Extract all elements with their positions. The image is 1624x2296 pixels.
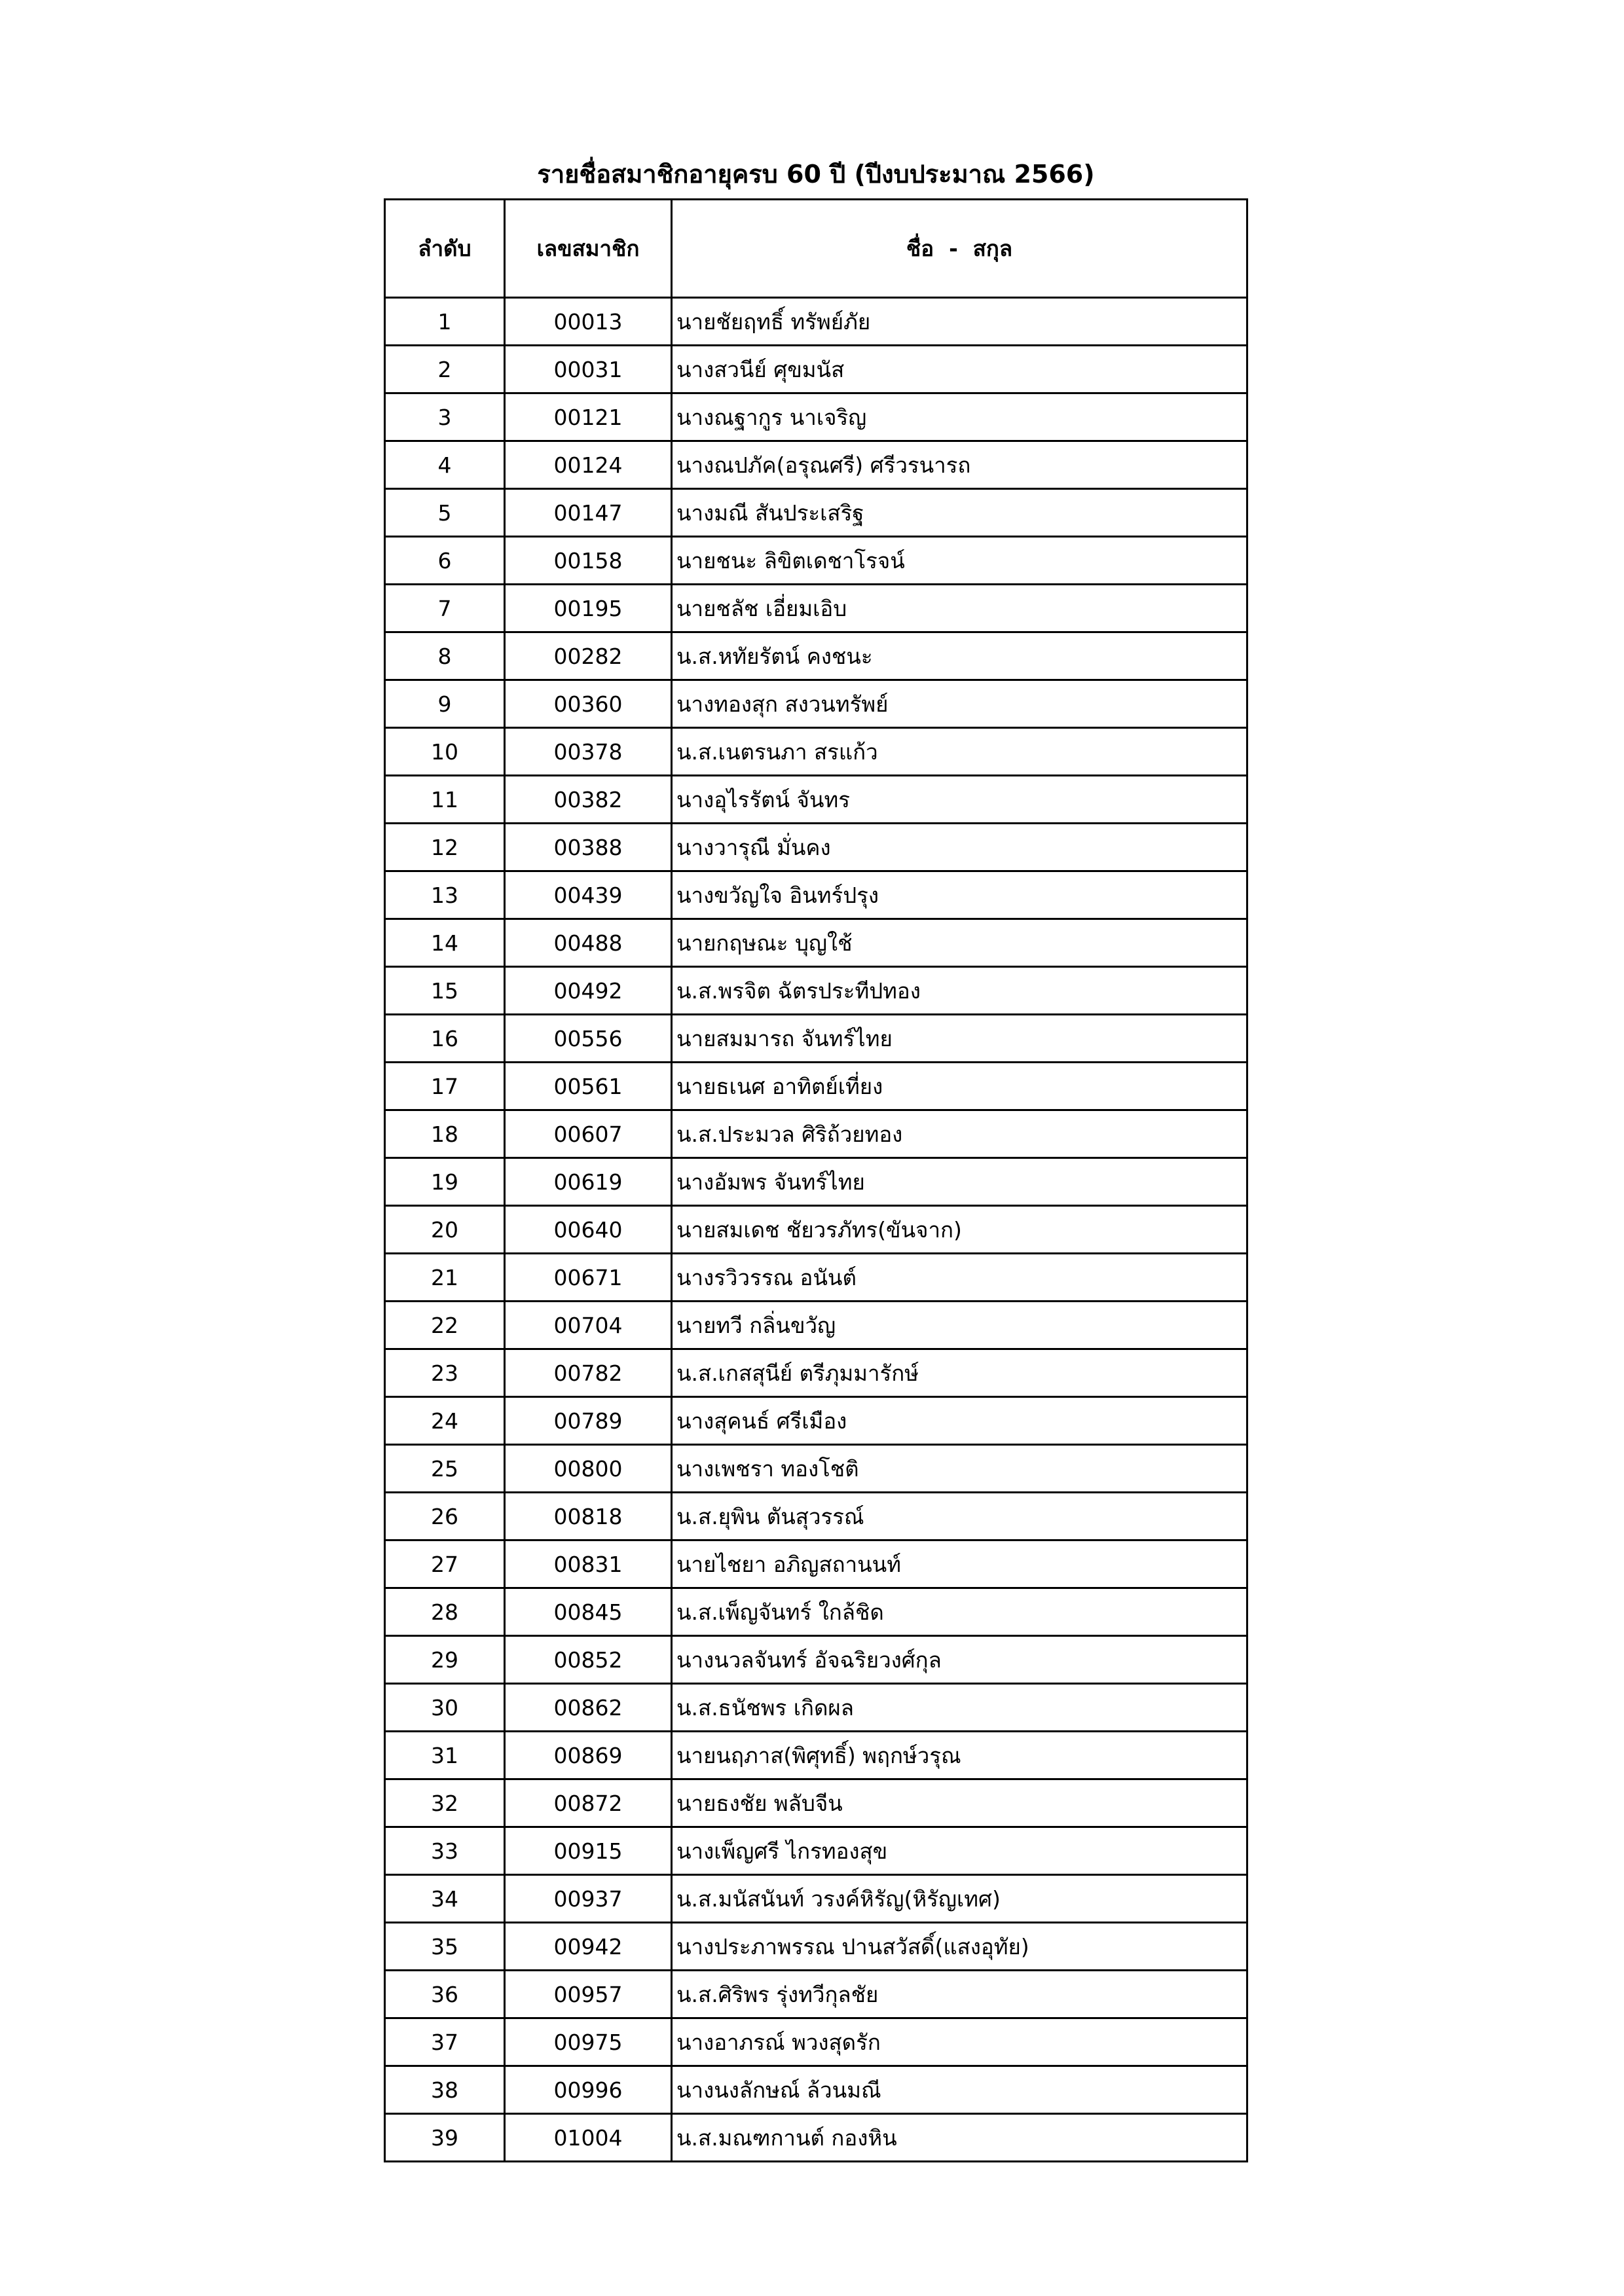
row-order-cell: 35 <box>385 1923 505 1971</box>
members-table <box>384 198 1248 2162</box>
row-member-number-cell: 01004 <box>505 2114 672 2162</box>
row-full-name-cell: นางนวลจันทร์ อัจฉริยวงศ์กุล <box>672 1636 1247 1684</box>
row-full-name-cell: นายชัยฤทธิ์ ทรัพย์ภัย <box>672 298 1247 346</box>
row-order-cell: 39 <box>385 2114 505 2162</box>
row-member-number-cell: 00789 <box>505 1397 672 1445</box>
row-order-cell: 22 <box>385 1302 505 1349</box>
row-order-cell: 12 <box>385 824 505 871</box>
header-full-name: ชื่อ - สกุล <box>672 200 1247 298</box>
row-member-number-cell: 00124 <box>505 441 672 489</box>
table-row <box>385 632 1247 680</box>
header-member-number: เลขสมาชิก <box>505 200 672 298</box>
table-row <box>385 1158 1247 1206</box>
row-full-name-cell: น.ส.พรจิต ฉัตรประทีปทอง <box>672 967 1247 1015</box>
row-order-cell: 1 <box>385 298 505 346</box>
row-member-number-cell: 00388 <box>505 824 672 871</box>
table-row <box>385 1110 1247 1158</box>
row-order-cell: 26 <box>385 1493 505 1540</box>
table-row <box>385 2066 1247 2114</box>
table-row <box>385 1397 1247 1445</box>
row-full-name-cell: นางวารุณี มั่นคง <box>672 824 1247 871</box>
table-row <box>385 298 1247 346</box>
table-row <box>385 1206 1247 1254</box>
row-full-name-cell: นางอัมพร จันทร์ไทย <box>672 1158 1247 1206</box>
row-full-name-cell: น.ส.เกสสุนีย์ ตรีภุมมารักษ์ <box>672 1349 1247 1397</box>
table-row <box>385 1540 1247 1588</box>
row-full-name-cell: นายชลัช เอี่ยมเอิบ <box>672 585 1247 632</box>
row-member-number-cell: 00282 <box>505 632 672 680</box>
row-full-name-cell: นางอุไรรัตน์ จันทร <box>672 776 1247 824</box>
row-full-name-cell: นายธเนศ อาทิตย์เที่ยง <box>672 1063 1247 1110</box>
row-order-cell: 16 <box>385 1015 505 1063</box>
row-full-name-cell: นายชนะ ลิขิตเดชาโรจน์ <box>672 537 1247 585</box>
row-member-number-cell: 00439 <box>505 871 672 919</box>
row-full-name-cell: น.ส.ยุพิน ตันสุวรรณ์ <box>672 1493 1247 1540</box>
row-full-name-cell: นางณฐากูร นาเจริญ <box>672 393 1247 441</box>
row-member-number-cell: 00031 <box>505 346 672 393</box>
row-full-name-cell: น.ส.มณฑกานต์ กองหิน <box>672 2114 1247 2162</box>
row-order-cell: 23 <box>385 1349 505 1397</box>
row-full-name-cell: นางเพ็ญศรี ไกรทองสุข <box>672 1827 1247 1875</box>
row-order-cell: 15 <box>385 967 505 1015</box>
row-full-name-cell: นางนงลักษณ์ ล้วนมณี <box>672 2066 1247 2114</box>
row-member-number-cell: 00013 <box>505 298 672 346</box>
table-row <box>385 1732 1247 1779</box>
table-row <box>385 1923 1247 1971</box>
table-row <box>385 1015 1247 1063</box>
table-row <box>385 585 1247 632</box>
table-row <box>385 824 1247 871</box>
row-order-cell: 25 <box>385 1445 505 1493</box>
row-order-cell: 13 <box>385 871 505 919</box>
row-order-cell: 5 <box>385 489 505 537</box>
row-order-cell: 31 <box>385 1732 505 1779</box>
row-full-name-cell: นายนฤภาส(พิศุทธิ์) พฤกษ์วรุณ <box>672 1732 1247 1779</box>
table-row <box>385 680 1247 728</box>
row-full-name-cell: นางรวิวรรณ อนันต์ <box>672 1254 1247 1302</box>
row-full-name-cell: น.ส.หทัยรัตน์ คงชนะ <box>672 632 1247 680</box>
table-row <box>385 1636 1247 1684</box>
row-order-cell: 6 <box>385 537 505 585</box>
row-order-cell: 27 <box>385 1540 505 1588</box>
row-full-name-cell: นายธงชัย พลับจีน <box>672 1779 1247 1827</box>
row-order-cell: 24 <box>385 1397 505 1445</box>
row-full-name-cell: นางมณี สันประเสริฐ <box>672 489 1247 537</box>
row-member-number-cell: 00852 <box>505 1636 672 1684</box>
row-member-number-cell: 00561 <box>505 1063 672 1110</box>
row-order-cell: 38 <box>385 2066 505 2114</box>
row-order-cell: 19 <box>385 1158 505 1206</box>
row-order-cell: 7 <box>385 585 505 632</box>
row-order-cell: 10 <box>385 728 505 776</box>
row-member-number-cell: 00831 <box>505 1540 672 1588</box>
row-member-number-cell: 00607 <box>505 1110 672 1158</box>
row-full-name-cell: นางประภาพรรณ ปานสวัสดิ์(แสงอุทัย) <box>672 1923 1247 1971</box>
row-order-cell: 20 <box>385 1206 505 1254</box>
row-order-cell: 34 <box>385 1875 505 1923</box>
table-row <box>385 489 1247 537</box>
row-member-number-cell: 00360 <box>505 680 672 728</box>
table-row <box>385 1493 1247 1540</box>
row-order-cell: 29 <box>385 1636 505 1684</box>
row-full-name-cell: นายสมมารถ จันทร์ไทย <box>672 1015 1247 1063</box>
row-member-number-cell: 00818 <box>505 1493 672 1540</box>
row-member-number-cell: 00862 <box>505 1684 672 1732</box>
row-member-number-cell: 00704 <box>505 1302 672 1349</box>
table-row <box>385 1827 1247 1875</box>
table-body <box>385 298 1247 2162</box>
row-member-number-cell: 00378 <box>505 728 672 776</box>
row-order-cell: 33 <box>385 1827 505 1875</box>
row-order-cell: 11 <box>385 776 505 824</box>
row-full-name-cell: นายไชยา อภิญสถานนท์ <box>672 1540 1247 1588</box>
table-row <box>385 1684 1247 1732</box>
row-order-cell: 21 <box>385 1254 505 1302</box>
row-full-name-cell: นางสุคนธ์ ศรีเมือง <box>672 1397 1247 1445</box>
row-member-number-cell: 00492 <box>505 967 672 1015</box>
row-member-number-cell: 00158 <box>505 537 672 585</box>
table-header-row <box>385 200 1247 298</box>
row-full-name-cell: น.ส.ธนัชพร เกิดผล <box>672 1684 1247 1732</box>
header-order: ลำดับ <box>385 200 505 298</box>
row-full-name-cell: น.ส.เนตรนภา สรแก้ว <box>672 728 1247 776</box>
table-row <box>385 1349 1247 1397</box>
row-order-cell: 37 <box>385 2018 505 2066</box>
row-member-number-cell: 00975 <box>505 2018 672 2066</box>
row-full-name-cell: น.ส.ศิริพร รุ่งทวีกุลชัย <box>672 1971 1247 2018</box>
row-full-name-cell: นางเพชรา ทองโชติ <box>672 1445 1247 1493</box>
row-member-number-cell: 00382 <box>505 776 672 824</box>
row-member-number-cell: 00800 <box>505 1445 672 1493</box>
document-title: รายชื่อสมาชิกอายุครบ 60 ปี (ปีงบประมาณ 2566) <box>537 160 1095 189</box>
row-member-number-cell: 00996 <box>505 2066 672 2114</box>
table-row <box>385 1971 1247 2018</box>
table-row <box>385 967 1247 1015</box>
row-full-name-cell: นายกฤษณะ บุญใช้ <box>672 919 1247 967</box>
table-row <box>385 776 1247 824</box>
table-row <box>385 2114 1247 2162</box>
row-member-number-cell: 00915 <box>505 1827 672 1875</box>
row-full-name-cell: นายสมเดช ชัยวรภัทร(ขันจาก) <box>672 1206 1247 1254</box>
row-order-cell: 17 <box>385 1063 505 1110</box>
row-member-number-cell: 00195 <box>505 585 672 632</box>
table-row <box>385 871 1247 919</box>
row-full-name-cell: นางณปภัค(อรุณศรี) ศรีวรนารถ <box>672 441 1247 489</box>
row-member-number-cell: 00937 <box>505 1875 672 1923</box>
row-order-cell: 32 <box>385 1779 505 1827</box>
row-member-number-cell: 00121 <box>505 393 672 441</box>
row-order-cell: 30 <box>385 1684 505 1732</box>
row-member-number-cell: 00147 <box>505 489 672 537</box>
table-row <box>385 441 1247 489</box>
row-full-name-cell: นายทวี กลิ่นขวัญ <box>672 1302 1247 1349</box>
row-member-number-cell: 00845 <box>505 1588 672 1636</box>
row-order-cell: 9 <box>385 680 505 728</box>
table-row <box>385 1302 1247 1349</box>
row-order-cell: 8 <box>385 632 505 680</box>
row-full-name-cell: น.ส.ประมวล ศิริถ้วยทอง <box>672 1110 1247 1158</box>
row-member-number-cell: 00872 <box>505 1779 672 1827</box>
table-row <box>385 393 1247 441</box>
row-full-name-cell: นางสวนีย์ ศุขมนัส <box>672 346 1247 393</box>
row-order-cell: 14 <box>385 919 505 967</box>
table-row <box>385 1875 1247 1923</box>
row-member-number-cell: 00782 <box>505 1349 672 1397</box>
row-order-cell: 36 <box>385 1971 505 2018</box>
table-row <box>385 1063 1247 1110</box>
table-row <box>385 346 1247 393</box>
row-member-number-cell: 00671 <box>505 1254 672 1302</box>
row-order-cell: 28 <box>385 1588 505 1636</box>
row-member-number-cell: 00488 <box>505 919 672 967</box>
row-member-number-cell: 00957 <box>505 1971 672 2018</box>
table-row <box>385 2018 1247 2066</box>
row-member-number-cell: 00942 <box>505 1923 672 1971</box>
row-member-number-cell: 00869 <box>505 1732 672 1779</box>
row-order-cell: 4 <box>385 441 505 489</box>
row-order-cell: 3 <box>385 393 505 441</box>
row-full-name-cell: นางทองสุก สงวนทรัพย์ <box>672 680 1247 728</box>
table-row <box>385 1588 1247 1636</box>
table-row <box>385 919 1247 967</box>
row-member-number-cell: 00556 <box>505 1015 672 1063</box>
table-row <box>385 537 1247 585</box>
row-full-name-cell: น.ส.เพ็ญจันทร์ ใกล้ชิด <box>672 1588 1247 1636</box>
table-row <box>385 728 1247 776</box>
table-row <box>385 1254 1247 1302</box>
row-member-number-cell: 00619 <box>505 1158 672 1206</box>
row-full-name-cell: น.ส.มนัสนันท์ วรงค์หิรัญ(หิรัญเทศ) <box>672 1875 1247 1923</box>
row-order-cell: 18 <box>385 1110 505 1158</box>
row-full-name-cell: นางขวัญใจ อินทร์ปรุง <box>672 871 1247 919</box>
row-order-cell: 2 <box>385 346 505 393</box>
table-row <box>385 1779 1247 1827</box>
row-member-number-cell: 00640 <box>505 1206 672 1254</box>
row-full-name-cell: นางอาภรณ์ พวงสุดรัก <box>672 2018 1247 2066</box>
table-row <box>385 1445 1247 1493</box>
